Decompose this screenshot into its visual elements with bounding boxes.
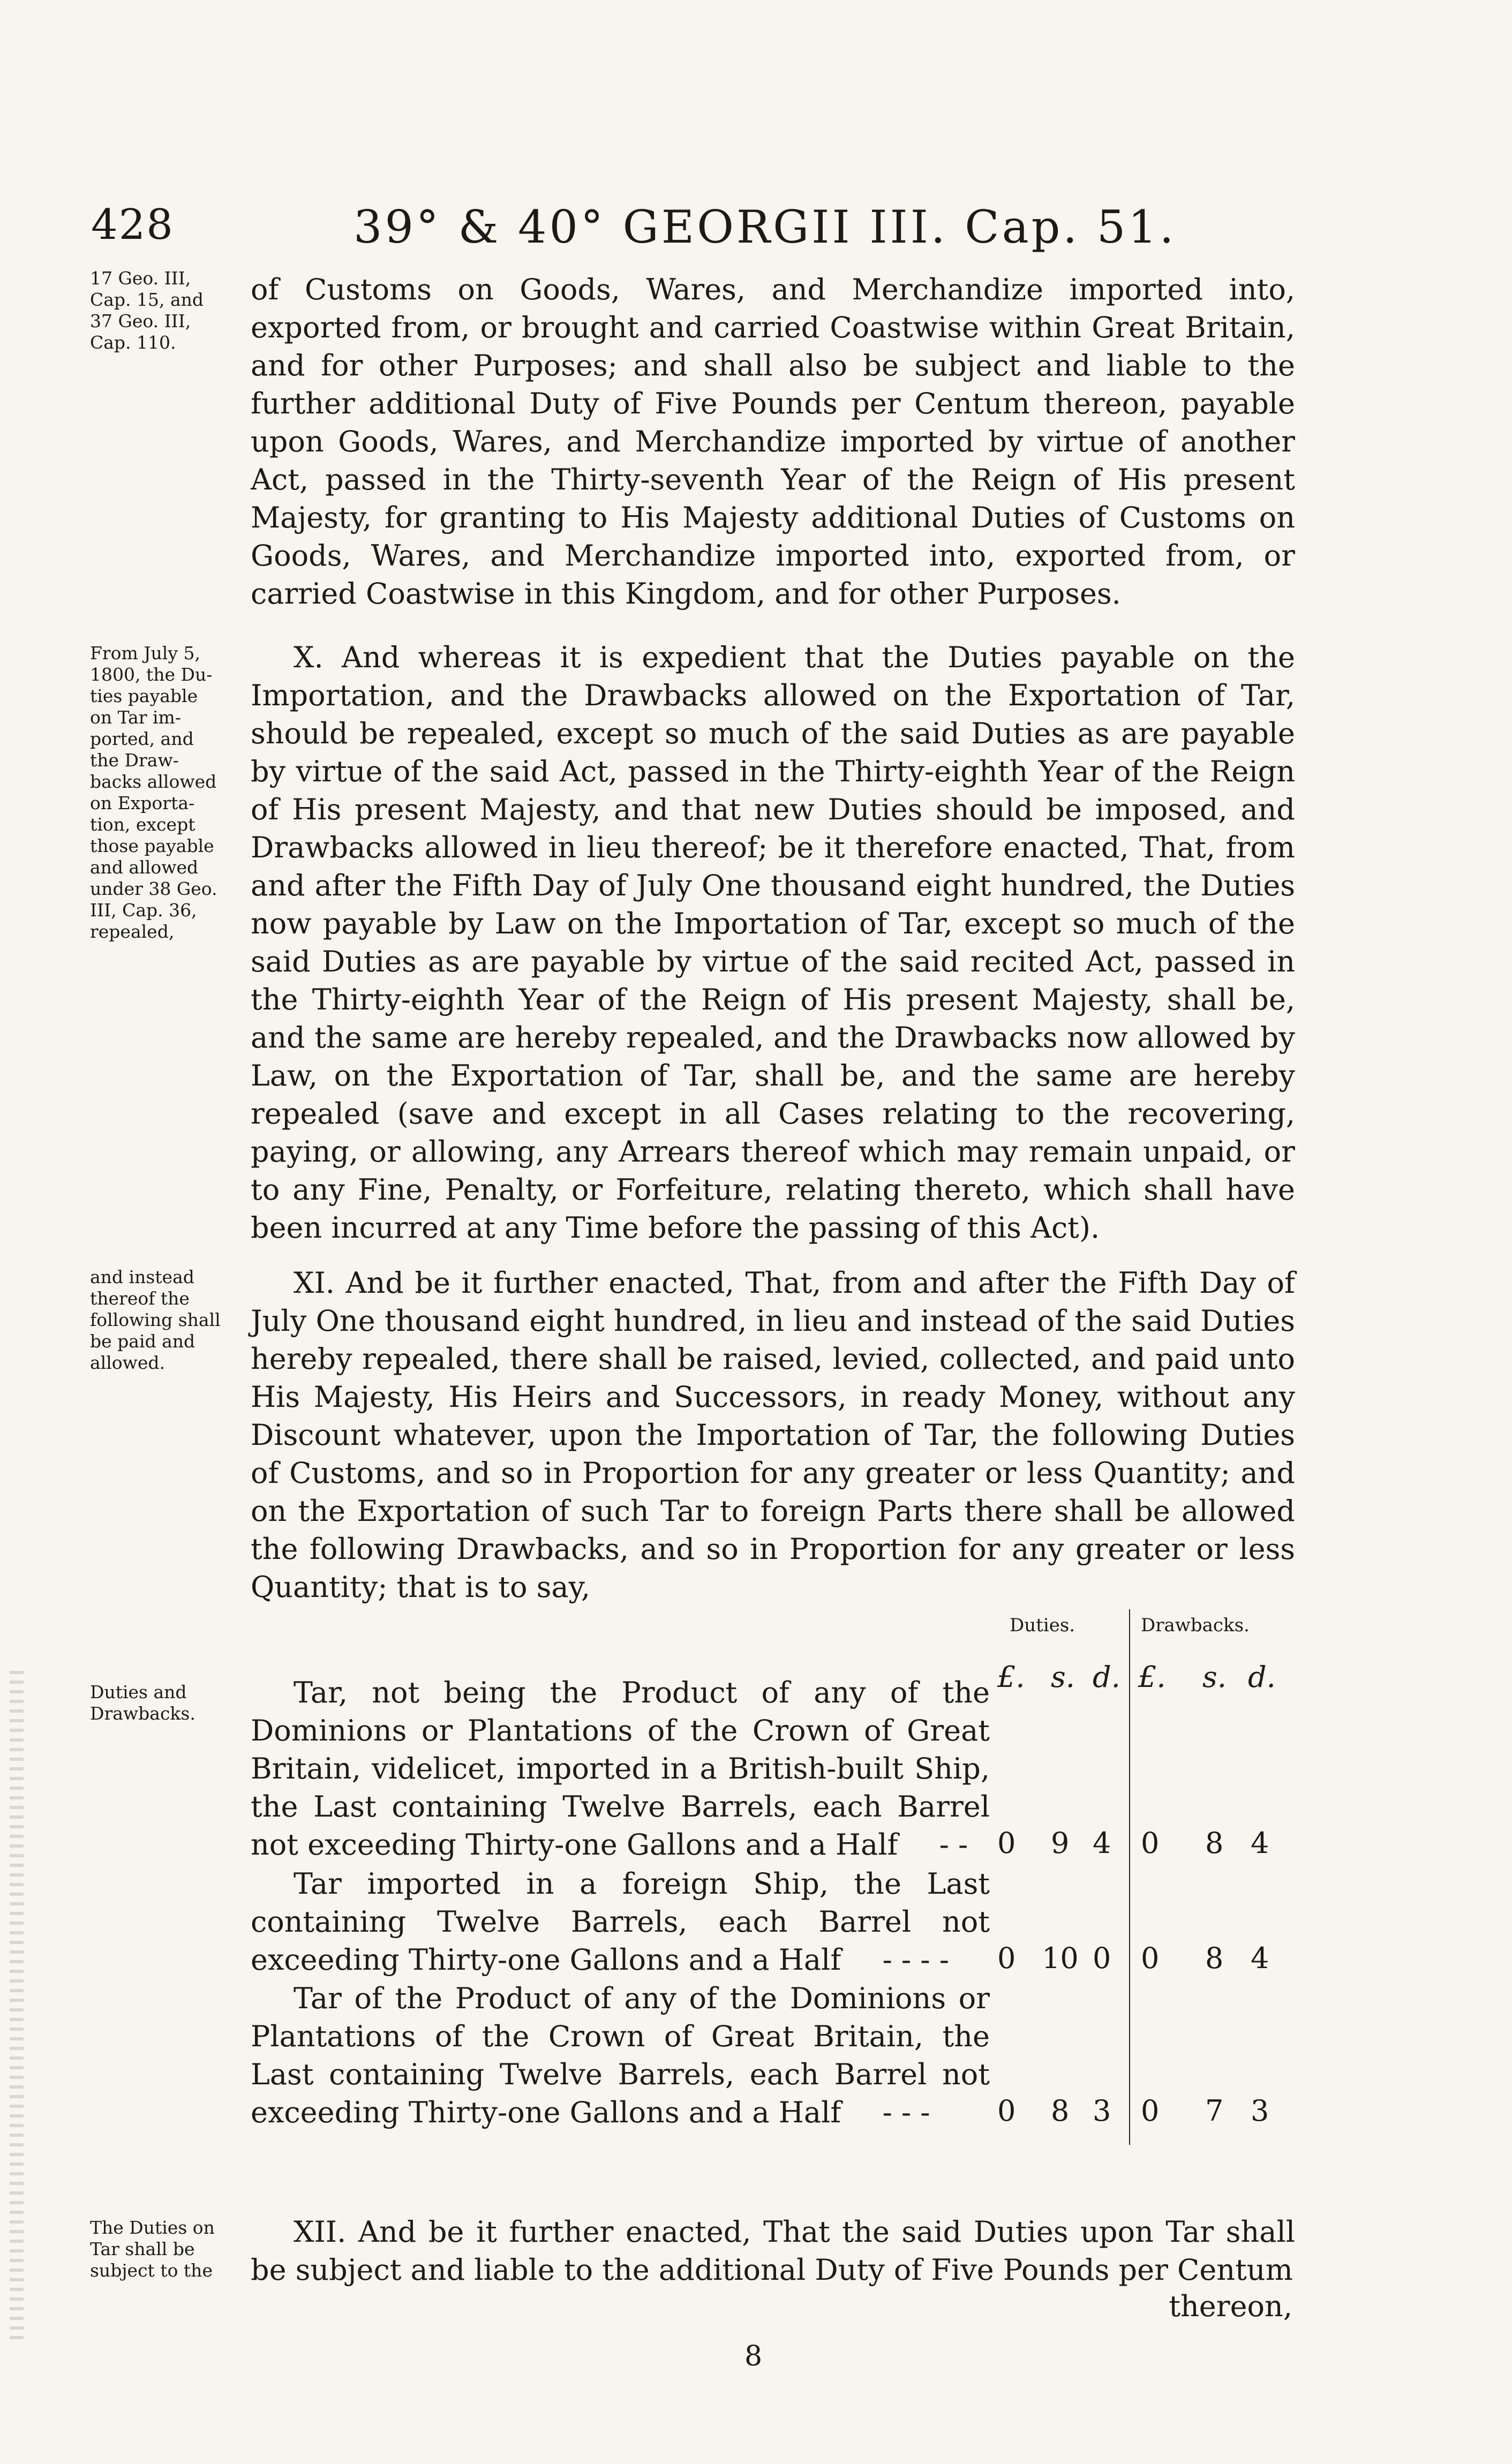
margin-line: backs allowed [90,771,217,792]
unit-shillings: s. [1051,1660,1075,1694]
duty-pence: 3 [1093,2094,1111,2128]
drawback-pounds: 0 [1141,1941,1160,1975]
margin-line: Cap. 110. [90,332,176,353]
duty-pence: 0 [1093,1941,1111,1975]
margin-line: Drawbacks. [90,1703,195,1724]
margin-line: the Draw- [90,750,179,771]
margin-line: allowed. [90,1352,166,1373]
drawback-shillings: 8 [1205,1826,1224,1860]
margin-line: and allowed [90,857,199,878]
page-header [91,201,1291,265]
margin-line: following shall [90,1309,221,1330]
margin-line: 37 Geo. III, [90,311,191,331]
unit-pounds: £. [1138,1660,1166,1694]
paragraph-text: XII. And be it further enacted, That the said Duties upon Tar shall be subject and liable to the additional Duty of Five Pounds per Centum [251,2215,1295,2287]
margin-note-subject [90,2217,245,2281]
unit-pence: d. [1248,1660,1276,1694]
drawback-pence: 3 [1251,2094,1269,2128]
tariff-item [251,1865,990,1979]
running-head: 39° & 40° GEORGII III. Cap. 51. [353,201,1177,253]
tariff-item [251,1979,990,2131]
duties-column-header: Duties. [1010,1615,1075,1636]
margin-line: on Exporta- [90,793,195,813]
tariff-item-text: Tar, not being the Product of any of the Dominions or Plantations of the Crown of Great Britain, videlicet, imported in a British-built Ship, the Last containing Twelve Barrels, each Barrel not exceeding Thirty-one Gallons and a Half [251,1676,990,1862]
drawback-pounds: 0 [1141,2094,1160,2128]
tariff-item-text: Tar imported in a foreign Ship, the Last containing Twelve Barrels, each Barrel not exceeding Thirty-one Gallons and a Half [251,1867,990,1977]
duty-pounds: 0 [997,1826,1016,1860]
margin-note-statutes [90,268,245,353]
margin-line: thereof the [90,1288,190,1309]
paragraph-text: XI. And be it further enacted, That, from and after the Fifth Day of July One thousand eight hundred, in lieu and instead of the said Duties hereby repealed, there shall be raised, levied, collected, and paid unto His Majesty, His Heirs and Successors, in ready Money, without any Discount whatever, upon the Importation of Tar, the following Duties of Customs, and so in Proportion for any greater or less Quantity; and on the Exportation of such Tar to foreign Parts there shall be allowed the following Drawbacks, and so in Proportion for any greater or less Quantity; that is to say, [251,1266,1295,1604]
margin-line: ported, and [90,728,194,749]
margin-line: 1800, the Du- [90,664,213,685]
duty-pounds: 0 [997,2094,1016,2128]
margin-note-instead [90,1267,245,1374]
drawbacks-column-header: Drawbacks. [1141,1615,1250,1636]
drawback-pence: 4 [1251,1826,1269,1860]
paragraph-continuation [251,270,1295,613]
margin-line: Cap. 15, and [90,289,204,310]
drawback-pence: 4 [1251,1941,1269,1975]
leader-dashes: - - [939,1828,968,1862]
tariff-item-text: Tar of the Product of any of the Dominions or Plantations of the Crown of Great Britain, the Last containing Twelve Barrels, each Barrel not exceeding Thirty-one Gallons and a Half [251,1981,990,2129]
drawback-shillings: 7 [1205,2094,1224,2128]
margin-line: subject to the [90,2260,213,2281]
page-number: 428 [91,201,174,249]
margin-line: The Duties on [90,2217,215,2238]
margin-line: and instead [90,1267,194,1287]
unit-pence: d. [1093,1660,1120,1694]
margin-line: on Tar im- [90,707,181,728]
duty-shillings: 10 [1042,1941,1079,1975]
paragraph-text: X. And whereas it is expedient that the Duties payable on the Importation, and the Drawbacks allowed on the Exportation of Tar, should be repealed, except so much of the said Duties as are payable by virtue of the said Act, passed in the Thirty-eighth Year of the Reign of His present Majesty, and that new Duties should be imposed, and Drawbacks allowed in lieu thereof; be it therefore enacted, That, from and after the Fifth Day of July One thousand eight hundred, the Duties now payable by Law on the Importation of Tar, except so much of the said Duties as are payable by virtue of the said recited Act, passed in the Thirty-eighth Year of the Reign of His present Majesty, shall be, and the same are hereby repealed, and the Drawbacks now allowed by Law, on the Exportation of Tar, shall be, and the same are hereby repealed (save and except in all Cases relating to the recovering, paying, or allowing, any Arrears thereof which may remain unpaid, or to any Fine, Penalty, or Forfeiture, relating thereto, which shall have been incurred at any Time before the passing of this Act). [251,641,1295,1245]
unit-shillings: s. [1202,1660,1227,1694]
unit-pounds: £. [997,1660,1025,1694]
margin-note-repeal [90,643,245,943]
margin-line: tion, except [90,814,195,835]
signature-mark: 8 [744,2340,763,2372]
leader-dashes: - - - - [882,1943,949,1977]
column-divider [1129,1609,1130,2145]
margin-line: Tar shall be [90,2239,195,2259]
tariff-item [251,1674,990,1864]
paragraph-text: of Customs on Goods, Wares, and Merchandize imported into, exported from, or brought and carried Coastwise within Great Britain, and for other Purposes; and shall also be subject and liable to the further additional Duty of Five Pounds per Centum thereon, payable upon Goods, Wares, and Merchandize imported by virtue of another Act, passed in the Thirty-seventh Year of the Reign of His present Majesty, for granting to His Majesty additional Duties of Customs on Goods, Wares, and Merchandize imported into, exported from, or carried Coastwise in this Kingdom, and for other Purposes. [251,273,1295,611]
leader-dashes: - - - [882,2096,930,2129]
section-xii [251,2213,1295,2289]
duty-pounds: 0 [997,1941,1016,1975]
margin-note-duties [90,1682,245,1724]
margin-line: be paid and [90,1331,195,1352]
margin-line: under 38 Geo. [90,878,217,899]
margin-line: Duties and [90,1682,187,1702]
drawback-pounds: 0 [1141,1826,1160,1860]
margin-line: 17 Geo. III, [90,268,191,289]
binding-shadow [10,1671,24,2340]
drawback-shillings: 8 [1205,1941,1224,1975]
catchword: thereon, [1169,2289,1292,2323]
section-x [251,638,1295,1247]
section-xi [251,1264,1295,1606]
margin-line: repealed, [90,921,175,942]
margin-line: those payable [90,835,214,856]
margin-line: ties payable [90,685,198,706]
duty-shillings: 9 [1051,1826,1070,1860]
duty-shillings: 8 [1051,2094,1070,2128]
margin-line: III, Cap. 36, [90,900,197,921]
duty-pence: 4 [1093,1826,1111,1860]
margin-line: From July 5, [90,643,200,664]
